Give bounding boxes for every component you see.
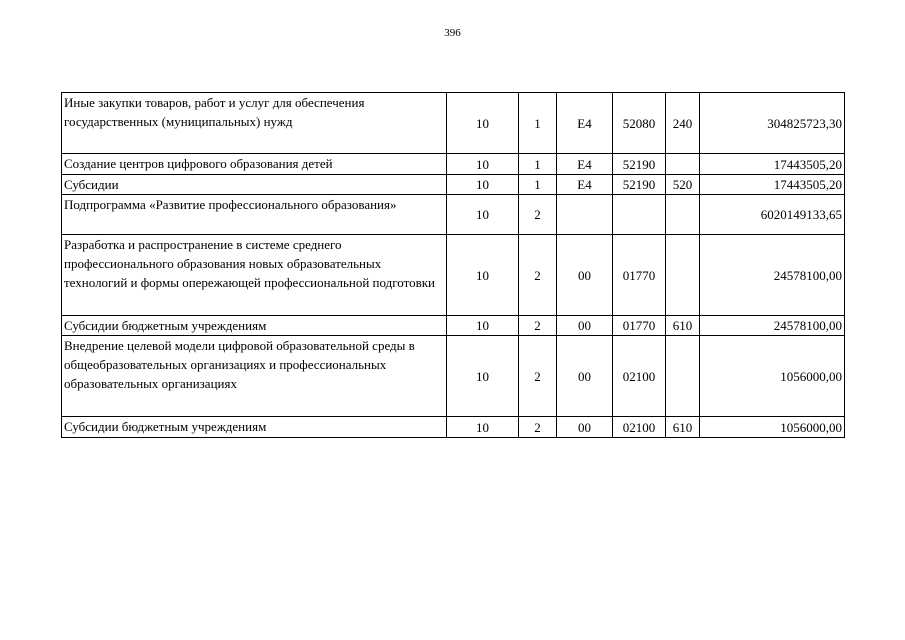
- row-name: Субсидии: [62, 175, 447, 195]
- expense-type-code: [666, 235, 700, 316]
- program-code: 00: [557, 336, 613, 417]
- expense-type-code: 610: [666, 417, 700, 438]
- section-code: 10: [447, 93, 519, 154]
- article-code: [613, 195, 666, 235]
- subsection-code: 2: [519, 316, 557, 336]
- section-code: 10: [447, 175, 519, 195]
- program-code: 00: [557, 235, 613, 316]
- subsection-code: 2: [519, 336, 557, 417]
- amount: 1056000,00: [700, 336, 845, 417]
- program-code: [557, 195, 613, 235]
- program-code: 00: [557, 316, 613, 336]
- amount: 1056000,00: [700, 417, 845, 438]
- subsection-code: 1: [519, 93, 557, 154]
- section-code: 10: [447, 417, 519, 438]
- program-code: 00: [557, 417, 613, 438]
- section-code: 10: [447, 154, 519, 175]
- table-row: [62, 195, 845, 235]
- row-name: Субсидии бюджетным учреждениям: [62, 316, 447, 336]
- article-code: 52190: [613, 154, 666, 175]
- section-code: 10: [447, 336, 519, 417]
- amount: 24578100,00: [700, 316, 845, 336]
- article-code: 02100: [613, 417, 666, 438]
- subsection-code: 1: [519, 175, 557, 195]
- table-row: [62, 93, 845, 154]
- table-row: [62, 235, 845, 316]
- page-number: 396: [444, 27, 461, 39]
- subsection-code: 2: [519, 195, 557, 235]
- article-code: 52190: [613, 175, 666, 195]
- article-code: 01770: [613, 235, 666, 316]
- amount: 304825723,30: [700, 93, 845, 154]
- table-row: [62, 417, 845, 438]
- subsection-code: 1: [519, 154, 557, 175]
- table-row: [62, 316, 845, 336]
- article-code: 52080: [613, 93, 666, 154]
- expense-type-code: 610: [666, 316, 700, 336]
- article-code: 01770: [613, 316, 666, 336]
- amount: 24578100,00: [700, 235, 845, 316]
- program-code: Е4: [557, 154, 613, 175]
- row-name: Внедрение целевой модели цифровой образовательной среды в общеобразовательных организациях и профессиональных образовательных организациях: [62, 336, 447, 417]
- section-code: 10: [447, 316, 519, 336]
- table-row: [62, 175, 845, 195]
- program-code: Е4: [557, 175, 613, 195]
- program-code: Е4: [557, 93, 613, 154]
- row-name: Разработка и распространение в системе среднего профессионального образования новых образовательных технологий и формы опережающей профессиональной подготовки: [62, 235, 447, 316]
- section-code: 10: [447, 235, 519, 316]
- amount: 6020149133,65: [700, 195, 845, 235]
- subsection-code: 2: [519, 417, 557, 438]
- row-name: Субсидии бюджетным учреждениям: [62, 417, 447, 438]
- expense-type-code: 240: [666, 93, 700, 154]
- budget-table: [61, 92, 845, 438]
- table-row: [62, 336, 845, 417]
- subsection-code: 2: [519, 235, 557, 316]
- expense-type-code: [666, 154, 700, 175]
- row-name: Иные закупки товаров, работ и услуг для обеспечения государственных (муниципальных) нужд: [62, 93, 447, 154]
- expense-type-code: [666, 336, 700, 417]
- amount: 17443505,20: [700, 175, 845, 195]
- section-code: 10: [447, 195, 519, 235]
- row-name: Создание центров цифрового образования детей: [62, 154, 447, 175]
- expense-type-code: [666, 195, 700, 235]
- table-row: [62, 154, 845, 175]
- expense-type-code: 520: [666, 175, 700, 195]
- article-code: 02100: [613, 336, 666, 417]
- amount: 17443505,20: [700, 154, 845, 175]
- row-name: Подпрограмма «Развитие профессионального образования»: [62, 195, 447, 235]
